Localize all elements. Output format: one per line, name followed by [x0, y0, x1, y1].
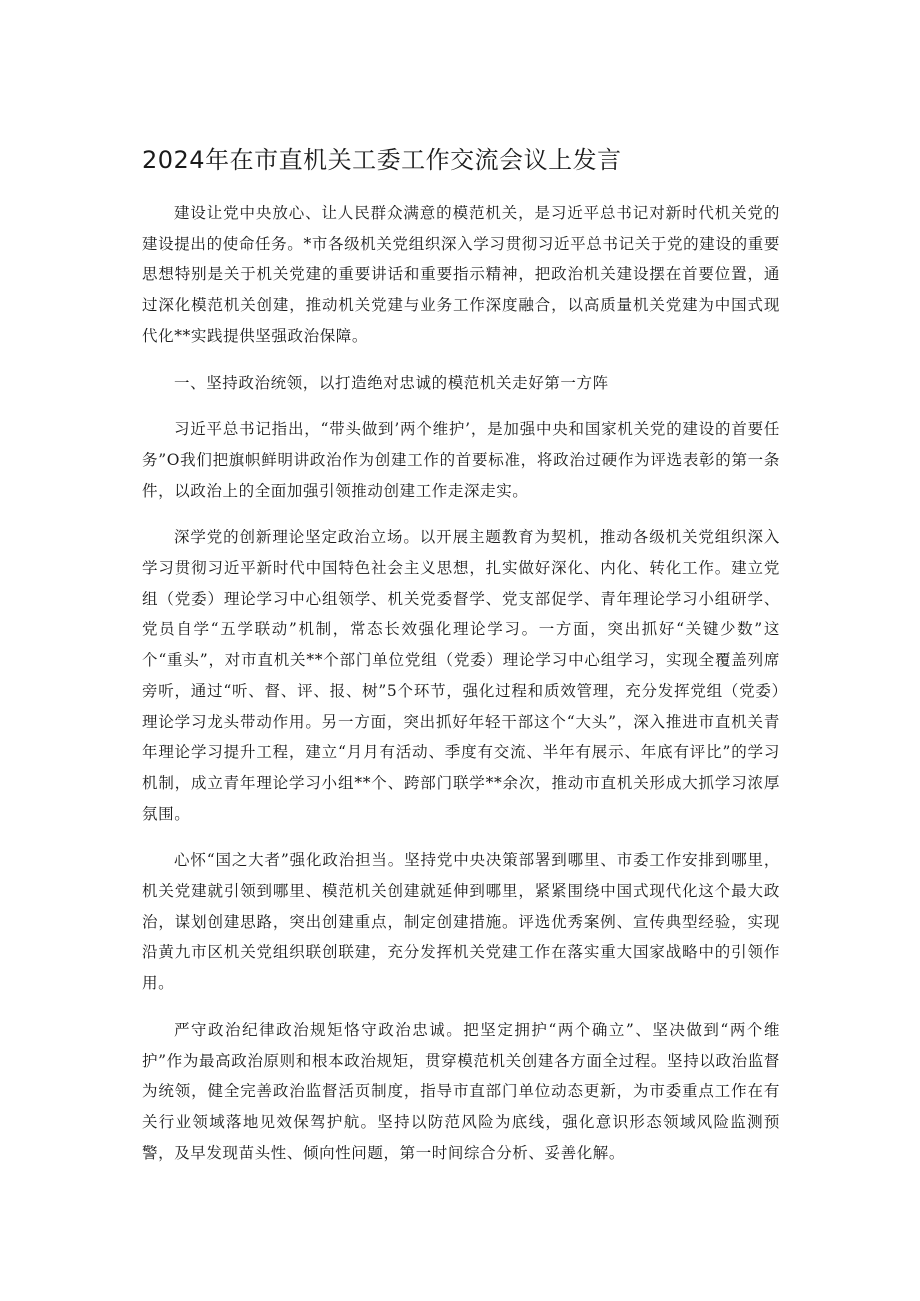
paragraph-political-responsibility: 心怀“国之大者”强化政治担当。坚持党中央决策部署到哪里、市委工作安排到哪里，机关党建就引领到哪里、模范机关创建就延伸到哪里，紧紧围绕中国式现代化这个最大政治，谋划创建思路，突出创建重点，制定创建措施。评选优秀案例、宣传典型经验，实现沿黄九市区机关党组织联创联建，充分发挥机关党建工作在落实重大国家战略中的引领作用。 — [142, 851, 780, 993]
paragraph-quote: 习近平总书记指出，“带头做到’两个维护’，是加强中央和国家机关党的建设的首要任务”O我们把旗帜鲜明讲政治作为创建工作的首要标准，将政治过硬作为评选表彰的第一条件，以政治上的全面加强引领推动创建工作走深走实。 — [142, 420, 780, 500]
paragraph-theory-study: 深学党的创新理论坚定政治立场。以开展主题教育为契机，推动各级机关党组织深入学习贯彻习近平新时代中国特色社会主义思想，扎实做好深化、内化、转化工作。建立党组（党委）理论学习中心组领学、机关党委督学、党支部促学、青年理论学习小组研学、党员自学“五学联动”机制，常态长效强化理论学习。一方面，突出抓好“关键少数”这个“重头”，对市直机关**个部门单位党组（党委）理论学习中心组学习，实现全覆盖列席旁听，通过“听、督、评、报、树”5个环节，强化过程和质效管理，充分发挥党组（党委）理论学习龙头带动作用。另一方面，突出抓好年轻干部这个“大头”，深入推进市直机关青年理论学习提升工程，建立“月月有活动、季度有交流、半年有展示、年底有评比”的学习机制，成立青年理论学习小组**个、跨部门联学**余次，推动市直机关形成大抓学习浓厚氛围。 — [142, 528, 780, 823]
document-title: 2024年在市直机关工委工作交流会议上发言 — [142, 146, 622, 174]
paragraph-intro: 建设让党中央放心、让人民群众满意的模范机关，是习近平总书记对新时代机关党的建设提出的使命任务。*市各级机关党组织深入学习贯彻习近平总书记关于党的建设的重要思想特别是关于机关党建的重要讲话和重要指示精神，把政治机关建设摆在首要位置，通过深化模范机关创建，推动机关党建与业务工作深度融合，以高质量机关党建为中国式现代化**实践提供坚强政治保障。 — [142, 204, 780, 345]
document-body — [142, 198, 780, 1184]
paragraph-political-discipline: 严守政治纪律政治规矩恪守政治忠诚。把坚定拥护“两个确立”、坚决做到“两个维护”作为最高政治原则和根本政治规矩，贯穿模范机关创建各方面全过程。坚持以政治监督为统领，健全完善政治监督活页制度，指导市直部门单位动态更新，为市委重点工作在有关行业领域落地见效保驾护航。坚持以防范风险为底线，强化意识形态领域风险监测预警，及早发现苗头性、倾向性问题，第一时间综合分析、妥善化解。 — [142, 1020, 780, 1162]
section-heading-1: 一、坚持政治统领，以打造绝对忠诚的模范机关走好第一方阵 — [174, 373, 609, 392]
